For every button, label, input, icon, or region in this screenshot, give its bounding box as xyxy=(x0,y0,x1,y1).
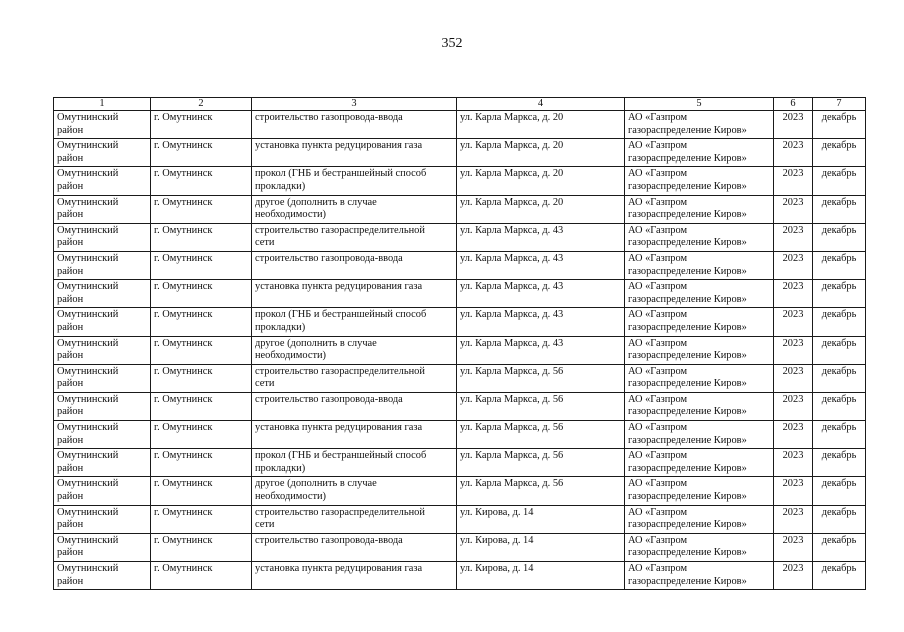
organization-cell-line: газораспределение Киров» xyxy=(628,265,747,277)
organization-cell-line: АО «Газпром xyxy=(628,422,688,434)
district-cell xyxy=(54,111,151,139)
month-cell: декабрь xyxy=(813,364,866,392)
organization-cell-line: газораспределение Киров» xyxy=(628,293,747,305)
column-header-5: 5 xyxy=(625,98,774,111)
organization-cell-line: АО «Газпром xyxy=(628,224,688,236)
table-row xyxy=(54,421,866,449)
district-cell-line: район xyxy=(57,124,84,136)
month-cell: декабрь xyxy=(813,505,866,533)
year-cell: 2023 xyxy=(774,195,813,223)
work-cell-line: необходимости) xyxy=(255,209,327,221)
district-cell xyxy=(54,195,151,223)
district-cell-line: Омутнинский xyxy=(57,478,119,490)
work-cell xyxy=(252,562,457,590)
work-cell xyxy=(252,308,457,336)
district-cell-line: район xyxy=(57,293,84,305)
organization-cell xyxy=(625,308,774,336)
work-cell-line: прокол (ГНБ и бестраншейный способ xyxy=(255,450,427,462)
district-cell-line: Омутнинский xyxy=(57,168,119,180)
district-cell xyxy=(54,505,151,533)
organization-cell-line: газораспределение Киров» xyxy=(628,519,747,531)
address-cell: ул. Карла Маркса, д. 20 xyxy=(457,111,625,139)
district-cell-line: район xyxy=(57,321,84,333)
year-cell: 2023 xyxy=(774,533,813,561)
month-cell: декабрь xyxy=(813,111,866,139)
district-cell-line: район xyxy=(57,378,84,390)
year-cell: 2023 xyxy=(774,421,813,449)
year-cell: 2023 xyxy=(774,562,813,590)
column-header-7: 7 xyxy=(813,98,866,111)
organization-cell xyxy=(625,449,774,477)
month-cell: декабрь xyxy=(813,477,866,505)
organization-cell-line: АО «Газпром xyxy=(628,478,688,490)
month-cell: декабрь xyxy=(813,421,866,449)
work-cell-line: прокладки) xyxy=(255,180,306,192)
year-cell: 2023 xyxy=(774,111,813,139)
district-cell-line: Омутнинский xyxy=(57,112,119,123)
district-cell-line: район xyxy=(57,547,84,559)
work-cell xyxy=(252,139,457,167)
organization-cell xyxy=(625,477,774,505)
organization-cell xyxy=(625,195,774,223)
month-cell: декабрь xyxy=(813,308,866,336)
table-row xyxy=(54,392,866,420)
organization-cell xyxy=(625,251,774,279)
district-cell-line: район xyxy=(57,180,84,192)
district-cell xyxy=(54,336,151,364)
work-cell-line: установка пункта редуцирования газа xyxy=(255,281,423,293)
work-cell xyxy=(252,280,457,308)
work-cell xyxy=(252,336,457,364)
address-cell: ул. Карла Маркса, д. 20 xyxy=(457,139,625,167)
work-cell-line: прокол (ГНБ и бестраншейный способ xyxy=(255,309,427,321)
district-cell xyxy=(54,251,151,279)
work-cell-line: установка пункта редуцирования газа xyxy=(255,140,423,152)
table-row xyxy=(54,223,866,251)
district-cell-line: Омутнинский xyxy=(57,422,119,434)
work-cell xyxy=(252,449,457,477)
column-header-1: 1 xyxy=(54,98,151,111)
district-cell-line: Омутнинский xyxy=(57,140,119,152)
work-cell xyxy=(252,505,457,533)
table-row xyxy=(54,280,866,308)
year-cell: 2023 xyxy=(774,449,813,477)
address-cell: ул. Карла Маркса, д. 43 xyxy=(457,308,625,336)
organization-cell-line: газораспределение Киров» xyxy=(628,462,747,474)
organization-cell xyxy=(625,167,774,195)
organization-cell-line: АО «Газпром xyxy=(628,337,688,349)
organization-cell xyxy=(625,139,774,167)
table-row xyxy=(54,505,866,533)
address-cell: ул. Карла Маркса, д. 43 xyxy=(457,280,625,308)
year-cell: 2023 xyxy=(774,308,813,336)
table-row xyxy=(54,167,866,195)
city-cell: г. Омутнинск xyxy=(151,251,252,279)
city-cell: г. Омутнинск xyxy=(151,364,252,392)
year-cell: 2023 xyxy=(774,223,813,251)
city-cell: г. Омутнинск xyxy=(151,477,252,505)
organization-cell-line: АО «Газпром xyxy=(628,534,688,546)
organization-cell-line: АО «Газпром xyxy=(628,365,688,377)
address-cell: ул. Кирова, д. 14 xyxy=(457,562,625,590)
district-cell xyxy=(54,533,151,561)
work-cell xyxy=(252,392,457,420)
organization-cell-line: АО «Газпром xyxy=(628,506,688,518)
column-header-3: 3 xyxy=(252,98,457,111)
month-cell: декабрь xyxy=(813,280,866,308)
organization-cell xyxy=(625,223,774,251)
work-cell xyxy=(252,533,457,561)
district-cell-line: Омутнинский xyxy=(57,309,119,321)
month-cell: декабрь xyxy=(813,336,866,364)
year-cell: 2023 xyxy=(774,280,813,308)
month-cell: декабрь xyxy=(813,167,866,195)
district-cell-line: Омутнинский xyxy=(57,224,119,236)
organization-cell-line: газораспределение Киров» xyxy=(628,209,747,221)
work-cell-line: установка пункта редуцирования газа xyxy=(255,422,423,434)
month-cell: декабрь xyxy=(813,139,866,167)
district-cell-line: Омутнинский xyxy=(57,365,119,377)
column-header-6: 6 xyxy=(774,98,813,111)
work-cell-line: сети xyxy=(255,519,275,531)
month-cell: декабрь xyxy=(813,251,866,279)
work-cell xyxy=(252,421,457,449)
table-row xyxy=(54,449,866,477)
address-cell: ул. Карла Маркса, д. 43 xyxy=(457,336,625,364)
district-cell xyxy=(54,392,151,420)
address-cell: ул. Карла Маркса, д. 20 xyxy=(457,195,625,223)
district-cell xyxy=(54,167,151,195)
work-cell-line: прокладки) xyxy=(255,462,306,474)
city-cell: г. Омутнинск xyxy=(151,167,252,195)
year-cell: 2023 xyxy=(774,139,813,167)
work-cell-line: другое (дополнить в случае xyxy=(255,478,377,490)
address-cell: ул. Карла Маркса, д. 56 xyxy=(457,477,625,505)
district-cell-line: Омутнинский xyxy=(57,393,119,405)
table-body xyxy=(54,111,866,590)
district-cell xyxy=(54,449,151,477)
organization-cell-line: газораспределение Киров» xyxy=(628,378,747,390)
table-row xyxy=(54,477,866,505)
work-cell xyxy=(252,364,457,392)
month-cell: декабрь xyxy=(813,562,866,590)
district-cell-line: район xyxy=(57,434,84,446)
work-cell xyxy=(252,251,457,279)
district-cell xyxy=(54,477,151,505)
page-number: 352 xyxy=(441,36,463,51)
work-cell xyxy=(252,195,457,223)
district-cell-line: район xyxy=(57,350,84,362)
work-cell-line: строительство газопровода-ввода xyxy=(255,534,403,546)
work-cell xyxy=(252,111,457,139)
city-cell: г. Омутнинск xyxy=(151,223,252,251)
organization-cell xyxy=(625,280,774,308)
works-table xyxy=(53,97,866,590)
work-cell-line: прокол (ГНБ и бестраншейный способ xyxy=(255,168,427,180)
city-cell: г. Омутнинск xyxy=(151,421,252,449)
header-row xyxy=(54,98,866,111)
organization-cell-line: газораспределение Киров» xyxy=(628,321,747,333)
work-cell-line: строительство газопровода-ввода xyxy=(255,393,403,405)
month-cell: декабрь xyxy=(813,533,866,561)
table-row xyxy=(54,111,866,139)
district-cell-line: район xyxy=(57,462,84,474)
district-cell-line: Омутнинский xyxy=(57,252,119,264)
address-cell: ул. Карла Маркса, д. 56 xyxy=(457,392,625,420)
work-cell-line: сети xyxy=(255,378,275,390)
organization-cell xyxy=(625,562,774,590)
district-cell xyxy=(54,223,151,251)
district-cell-line: район xyxy=(57,265,84,277)
year-cell: 2023 xyxy=(774,477,813,505)
organization-cell-line: АО «Газпром xyxy=(628,309,688,321)
district-cell xyxy=(54,364,151,392)
organization-cell-line: газораспределение Киров» xyxy=(628,434,747,446)
organization-cell-line: газораспределение Киров» xyxy=(628,575,747,587)
work-cell-line: другое (дополнить в случае xyxy=(255,337,377,349)
work-cell-line: другое (дополнить в случае xyxy=(255,196,377,208)
table-row xyxy=(54,251,866,279)
organization-cell-line: газораспределение Киров» xyxy=(628,180,747,192)
year-cell: 2023 xyxy=(774,251,813,279)
work-cell-line: сети xyxy=(255,237,275,249)
organization-cell xyxy=(625,111,774,139)
organization-cell-line: газораспределение Киров» xyxy=(628,547,747,559)
work-cell-line: строительство газопровода-ввода xyxy=(255,252,403,264)
organization-cell-line: газораспределение Киров» xyxy=(628,406,747,418)
district-cell xyxy=(54,562,151,590)
city-cell: г. Омутнинск xyxy=(151,308,252,336)
district-cell xyxy=(54,308,151,336)
table-row xyxy=(54,336,866,364)
organization-cell xyxy=(625,421,774,449)
city-cell: г. Омутнинск xyxy=(151,111,252,139)
district-cell-line: район xyxy=(57,491,84,503)
organization-cell xyxy=(625,505,774,533)
table-row xyxy=(54,533,866,561)
district-cell-line: район xyxy=(57,152,84,164)
month-cell: декабрь xyxy=(813,223,866,251)
city-cell: г. Омутнинск xyxy=(151,392,252,420)
address-cell: ул. Карла Маркса, д. 43 xyxy=(457,251,625,279)
organization-cell-line: газораспределение Киров» xyxy=(628,152,747,164)
year-cell: 2023 xyxy=(774,336,813,364)
organization-cell-line: АО «Газпром xyxy=(628,450,688,462)
work-cell-line: установка пункта редуцирования газа xyxy=(255,563,423,574)
city-cell: г. Омутнинск xyxy=(151,449,252,477)
column-header-2: 2 xyxy=(151,98,252,111)
city-cell: г. Омутнинск xyxy=(151,533,252,561)
organization-cell-line: АО «Газпром xyxy=(628,168,688,180)
organization-cell-line: газораспределение Киров» xyxy=(628,491,747,503)
city-cell: г. Омутнинск xyxy=(151,562,252,590)
organization-cell-line: газораспределение Киров» xyxy=(628,237,747,249)
table-row xyxy=(54,562,866,590)
organization-cell xyxy=(625,364,774,392)
month-cell: декабрь xyxy=(813,449,866,477)
organization-cell xyxy=(625,533,774,561)
address-cell: ул. Карла Маркса, д. 20 xyxy=(457,167,625,195)
table-header xyxy=(54,98,866,111)
district-cell-line: район xyxy=(57,237,84,249)
district-cell xyxy=(54,139,151,167)
work-cell-line: строительство газораспределительной xyxy=(255,365,425,377)
work-cell-line: необходимости) xyxy=(255,491,327,503)
work-cell-line: строительство газопровода-ввода xyxy=(255,112,403,123)
work-cell xyxy=(252,167,457,195)
city-cell: г. Омутнинск xyxy=(151,195,252,223)
district-cell-line: район xyxy=(57,209,84,221)
organization-cell-line: АО «Газпром xyxy=(628,196,688,208)
district-cell-line: район xyxy=(57,406,84,418)
address-cell: ул. Карла Маркса, д. 56 xyxy=(457,364,625,392)
organization-cell-line: АО «Газпром xyxy=(628,281,688,293)
table-row xyxy=(54,364,866,392)
address-cell: ул. Карла Маркса, д. 56 xyxy=(457,449,625,477)
district-cell xyxy=(54,421,151,449)
organization-cell xyxy=(625,392,774,420)
district-cell-line: Омутнинский xyxy=(57,450,119,462)
work-cell-line: строительство газораспределительной xyxy=(255,506,425,518)
year-cell: 2023 xyxy=(774,167,813,195)
district-cell-line: район xyxy=(57,519,84,531)
table-row xyxy=(54,195,866,223)
city-cell: г. Омутнинск xyxy=(151,336,252,364)
city-cell: г. Омутнинск xyxy=(151,505,252,533)
organization-cell-line: АО «Газпром xyxy=(628,252,688,264)
organization-cell-line: газораспределение Киров» xyxy=(628,350,747,362)
organization-cell-line: газораспределение Киров» xyxy=(628,124,747,136)
table-row xyxy=(54,308,866,336)
work-cell xyxy=(252,477,457,505)
work-cell-line: необходимости) xyxy=(255,350,327,362)
district-cell-line: Омутнинский xyxy=(57,506,119,518)
organization-cell-line: АО «Газпром xyxy=(628,563,688,574)
district-cell-line: Омутнинский xyxy=(57,281,119,293)
address-cell: ул. Карла Маркса, д. 43 xyxy=(457,223,625,251)
district-cell-line: Омутнинский xyxy=(57,563,119,574)
district-cell-line: Омутнинский xyxy=(57,534,119,546)
work-cell-line: прокладки) xyxy=(255,321,306,333)
organization-cell-line: АО «Газпром xyxy=(628,393,688,405)
district-cell xyxy=(54,280,151,308)
year-cell: 2023 xyxy=(774,392,813,420)
month-cell: декабрь xyxy=(813,195,866,223)
district-cell-line: район xyxy=(57,575,84,587)
work-cell xyxy=(252,223,457,251)
column-header-4: 4 xyxy=(457,98,625,111)
year-cell: 2023 xyxy=(774,364,813,392)
year-cell: 2023 xyxy=(774,505,813,533)
work-cell-line: строительство газораспределительной xyxy=(255,224,425,236)
table-row xyxy=(54,139,866,167)
district-cell-line: Омутнинский xyxy=(57,196,119,208)
organization-cell xyxy=(625,336,774,364)
address-cell: ул. Карла Маркса, д. 56 xyxy=(457,421,625,449)
city-cell: г. Омутнинск xyxy=(151,280,252,308)
city-cell: г. Омутнинск xyxy=(151,139,252,167)
district-cell-line: Омутнинский xyxy=(57,337,119,349)
address-cell: ул. Кирова, д. 14 xyxy=(457,533,625,561)
organization-cell-line: АО «Газпром xyxy=(628,112,688,123)
address-cell: ул. Кирова, д. 14 xyxy=(457,505,625,533)
organization-cell-line: АО «Газпром xyxy=(628,140,688,152)
month-cell: декабрь xyxy=(813,392,866,420)
